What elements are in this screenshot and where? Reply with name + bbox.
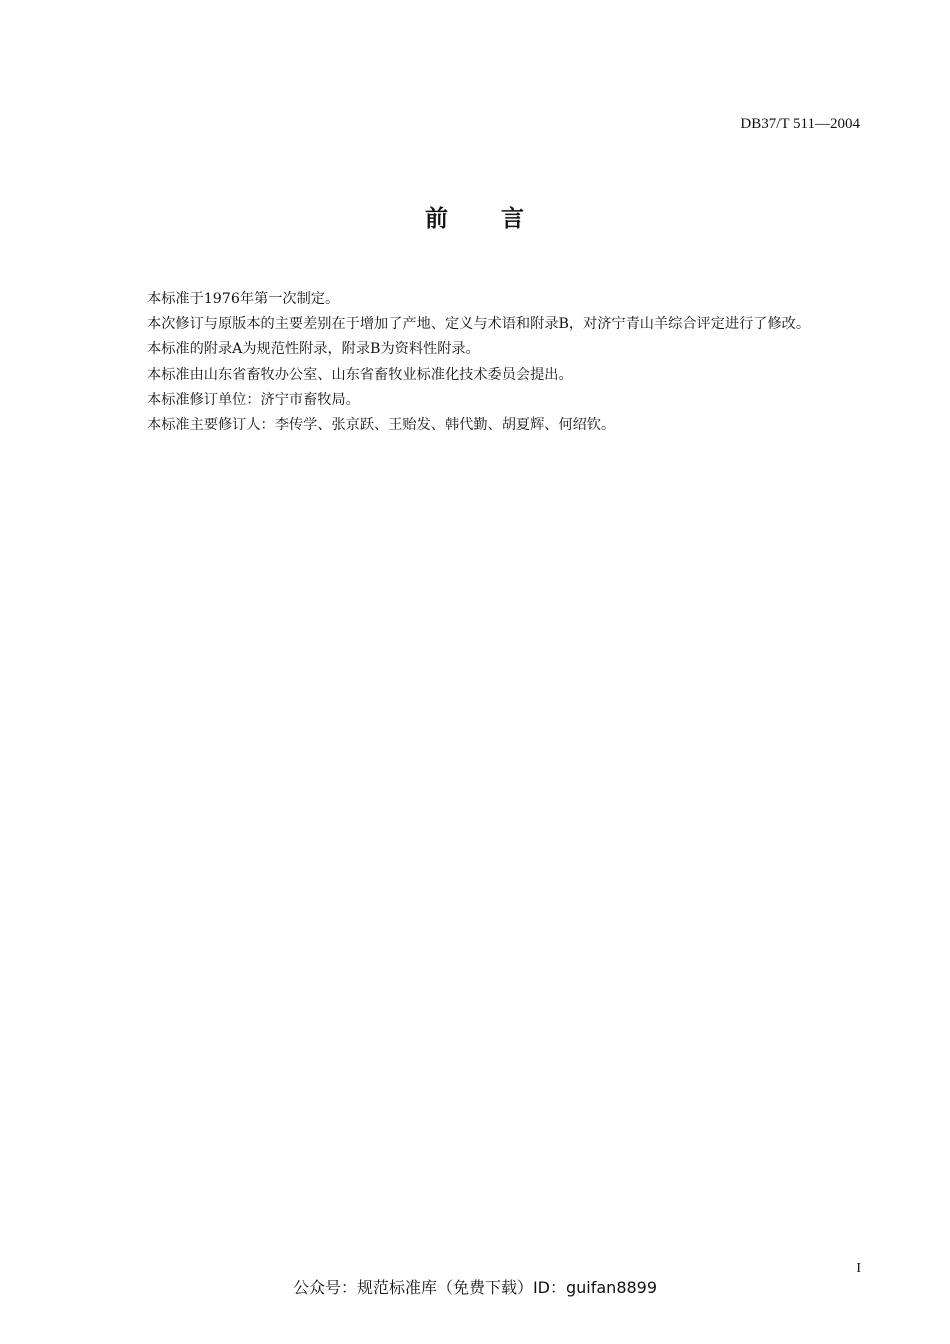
paragraph-revisers: 本标准主要修订人：李传学、张京跃、王贻发、韩代勤、胡夏辉、何绍钦。 xyxy=(147,417,616,434)
foreword-body xyxy=(114,287,862,438)
title-char-2: 言 xyxy=(501,206,525,232)
paragraph-revision-changes: 本次修订与原版本的主要差别在于增加了产地、定义与术语和附录B，对济宁青山羊综合评定进行了修改。 xyxy=(147,316,811,333)
page-title xyxy=(0,202,950,236)
paragraph-first-edition: 本标准于1976年第一次制定。 xyxy=(147,291,340,307)
document-code: DB37/T 511—2004 xyxy=(740,116,860,132)
paragraph-revising-unit: 本标准修订单位：济宁市畜牧局。 xyxy=(147,391,360,408)
watermark-text: 公众号：规范标准库（免费下载）ID：guifan8899 xyxy=(292,1278,658,1297)
paragraph-appendices: 本标准的附录A为规范性附录，附录B为资料性附录。 xyxy=(147,341,480,358)
title-char-1: 前 xyxy=(425,206,449,232)
page-number: I xyxy=(856,1261,861,1276)
paragraph-proposer: 本标准由山东省畜牧办公室、山东省畜牧业标准化技术委员会提出。 xyxy=(147,366,573,383)
